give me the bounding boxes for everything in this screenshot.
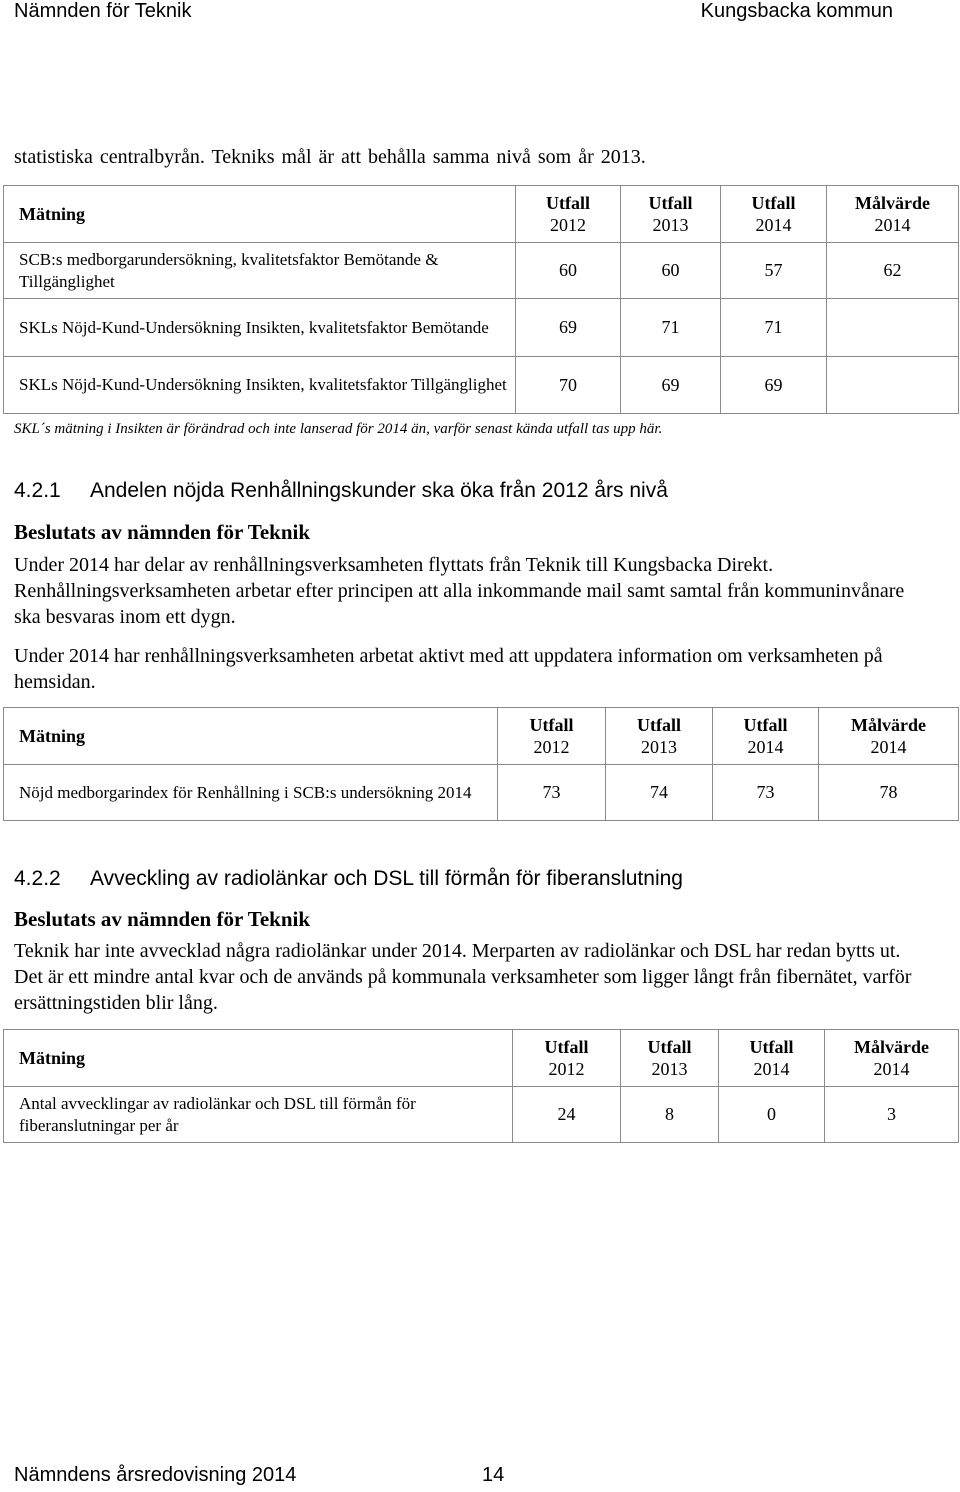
row-label: Nöjd medborgarindex för Renhållning i SCB:s undersökning 2014 xyxy=(4,765,498,821)
footer-title: Nämndens årsredovisning 2014 xyxy=(14,1464,297,1486)
cell-value: 57 xyxy=(721,243,827,299)
cell-value: 73 xyxy=(498,765,606,821)
column-header-matning: Mätning xyxy=(4,1030,513,1087)
table-note: SKL´s mätning i Insikten är förändrad och inte lanserad för 2014 än, varför senast kända utfall tas upp här. xyxy=(14,421,663,437)
section-heading xyxy=(14,479,668,503)
paragraph: Under 2014 har delar av renhållningsverksamheten flyttats från Teknik till Kungsbacka Direkt. Renhållningsverksamheten arbetar efter principen att alla inkommande mail samt samtal från kommuninvånare ska besvaras inom ett dygn. xyxy=(14,554,905,628)
header-department: Nämnden för Teknik xyxy=(14,0,192,22)
page-number: 14 xyxy=(482,1464,505,1486)
cell-value: 74 xyxy=(606,765,713,821)
column-header-utfall-2014: Utfall 2014 xyxy=(719,1030,825,1087)
row-label: SCB:s medborgarundersökning, kvalitetsfaktor Bemötande & Tillgänglighet xyxy=(4,243,516,299)
decided-by-heading: Beslutats av nämnden för Teknik xyxy=(14,907,311,931)
cell-value: 71 xyxy=(721,299,827,357)
cell-value: 3 xyxy=(825,1087,959,1143)
cell-value: 69 xyxy=(621,357,721,414)
table-header-row xyxy=(4,186,959,243)
table-row xyxy=(4,357,959,414)
cell-value: 70 xyxy=(516,357,621,414)
cell-value xyxy=(827,299,959,357)
column-header-utfall-2013: Utfall 2013 xyxy=(621,186,721,243)
column-header-malvarde-2014: Målvärde 2014 xyxy=(825,1030,959,1087)
cell-value: 24 xyxy=(513,1087,621,1143)
cell-value xyxy=(827,357,959,414)
paragraph: Under 2014 har renhållningsverksamheten arbetat aktivt med att uppdatera information om verksamheten på hemsidan. xyxy=(14,645,883,693)
column-header-utfall-2013: Utfall 2013 xyxy=(621,1030,719,1087)
column-header-utfall-2013: Utfall 2013 xyxy=(606,708,713,765)
table-row xyxy=(4,765,959,821)
column-header-utfall-2012: Utfall 2012 xyxy=(516,186,621,243)
paragraph: Teknik har inte avvecklad några radiolänkar under 2014. Merparten av radiolänkar och DSL har redan bytts ut. Det är ett mindre antal kvar och de används på kommunala verksamheter som ligger långt från fibernätet, varför ersättningstiden blir lång. xyxy=(14,940,912,1014)
section-heading xyxy=(14,867,683,891)
cell-value: 60 xyxy=(621,243,721,299)
cell-value: 73 xyxy=(713,765,819,821)
cell-value: 8 xyxy=(621,1087,719,1143)
cell-value: 60 xyxy=(516,243,621,299)
cell-value: 71 xyxy=(621,299,721,357)
column-header-utfall-2012: Utfall 2012 xyxy=(513,1030,621,1087)
cell-value: 0 xyxy=(719,1087,825,1143)
column-header-utfall-2012: Utfall 2012 xyxy=(498,708,606,765)
cell-value: 78 xyxy=(819,765,959,821)
section-number: 4.2.2 xyxy=(14,867,61,890)
table-row xyxy=(4,243,959,299)
intro-text: statistiska centralbyrån. Tekniks mål är att behålla samma nivå som år 2013. xyxy=(14,146,646,168)
cell-value: 69 xyxy=(516,299,621,357)
column-header-malvarde-2014: Målvärde 2014 xyxy=(819,708,959,765)
cell-value: 62 xyxy=(827,243,959,299)
measurement-table-1 xyxy=(3,185,959,414)
column-header-matning: Mätning xyxy=(4,186,516,243)
section-number: 4.2.1 xyxy=(14,479,61,502)
section-title: Avveckling av radiolänkar och DSL till förmån för fiberanslutning xyxy=(90,867,683,890)
row-label: SKLs Nöjd-Kund-Undersökning Insikten, kvalitetsfaktor Tillgänglighet xyxy=(4,357,516,414)
measurement-table-2 xyxy=(3,707,959,821)
decided-by-heading: Beslutats av nämnden för Teknik xyxy=(14,520,311,544)
header-municipality: Kungsbacka kommun xyxy=(700,0,893,22)
column-header-utfall-2014: Utfall 2014 xyxy=(721,186,827,243)
measurement-table-3 xyxy=(3,1029,959,1143)
column-header-matning: Mätning xyxy=(4,708,498,765)
column-header-utfall-2014: Utfall 2014 xyxy=(713,708,819,765)
table-header-row xyxy=(4,708,959,765)
section-title: Andelen nöjda Renhållningskunder ska öka från 2012 års nivå xyxy=(90,479,668,502)
table-row xyxy=(4,1087,959,1143)
table-row xyxy=(4,299,959,357)
row-label: Antal avvecklingar av radiolänkar och DSL till förmån för fiberanslutningar per år xyxy=(4,1087,513,1143)
page-header xyxy=(0,0,960,30)
table-header-row xyxy=(4,1030,959,1087)
page-footer xyxy=(14,1464,505,1487)
row-label: SKLs Nöjd-Kund-Undersökning Insikten, kvalitetsfaktor Bemötande xyxy=(4,299,516,357)
cell-value: 69 xyxy=(721,357,827,414)
column-header-malvarde-2014: Målvärde 2014 xyxy=(827,186,959,243)
